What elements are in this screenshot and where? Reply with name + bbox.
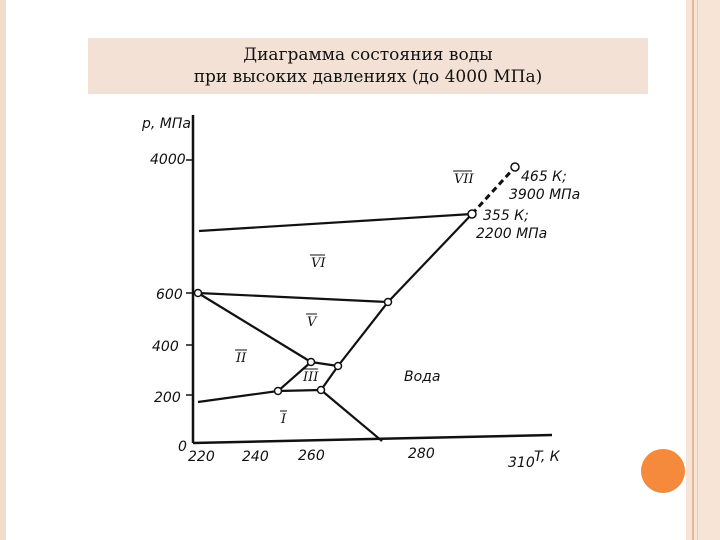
x-tick-label-240: 240 [242,449,269,465]
boundary-vi-water [388,214,472,302]
phase-label-vii: VII [454,172,474,187]
boundary-v-water [338,302,388,366]
y-tick-label-0: 0 [178,439,187,455]
y-tick-label-400: 400 [152,339,179,355]
triple-point [511,163,519,171]
x-axis [193,435,552,443]
orange-circle-decoration [641,449,685,493]
triple-point [335,363,342,370]
triple-point [468,210,476,218]
annotation-triple-point-1-line-2: 3900 МПа [509,187,581,203]
annotation-triple-point-2-line-1: 355 К; [483,208,529,224]
boundary-ii-v [198,293,311,362]
y-tick-label-600: 600 [156,287,183,303]
annotation-triple-point-1-line-1: 465 К; [521,169,567,185]
slide-title-line-1: Диаграмма состояния воды [243,45,493,65]
triple-point [195,290,202,297]
triple-point [318,387,325,394]
annotation-triple-point-2-line-2: 2200 МПа [476,226,548,242]
slide-title-line-2: при высоких давлениях (до 4000 МПа) [193,67,543,87]
triple-point [308,359,315,366]
phase-label-iii: III [303,370,319,385]
phase-label-ii: II [236,351,247,366]
x-tick-label-260: 260 [298,448,325,464]
y-tick-label-4000: 4000 [150,152,186,168]
boundary-v-vi [198,293,388,302]
triple-point [275,388,282,395]
x-axis-label: T, К [534,449,560,465]
boundary-i-water [321,390,382,441]
phase-label-water: Вода [404,369,441,385]
triple-point [385,299,392,306]
phase-label-vi: VI [311,256,326,271]
y-tick-label-200: 200 [154,390,181,406]
phase-label-v: V [307,315,317,330]
x-tick-label-220: 220 [188,449,215,465]
boundary-i-iii [278,390,321,391]
x-axis-extra-label: 310 [508,455,535,471]
boundary-iii-water [321,366,338,390]
phase-label-i: I [281,412,287,427]
x-tick-label-280: 280 [408,446,435,462]
boundary-vi-vii [199,214,472,231]
boundary-i-ii [198,391,278,402]
y-axis-label: p, МПа [142,116,191,132]
